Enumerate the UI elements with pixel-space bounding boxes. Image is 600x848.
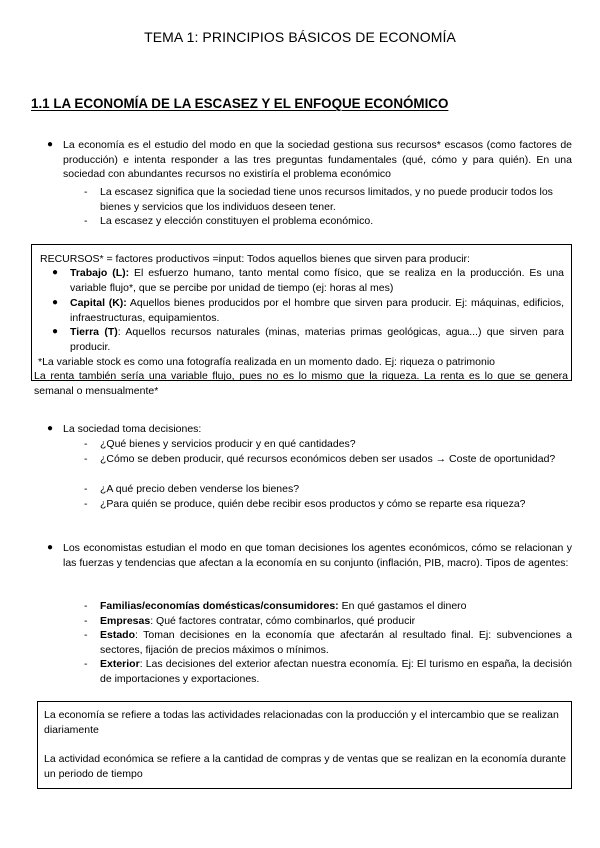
bullet-icon: ● [52, 267, 59, 278]
agente-term: Familias/economías domésticas/consumidores: [100, 600, 339, 612]
bullet-icon: ● [47, 542, 54, 553]
agente-exterior [100, 657, 572, 686]
recurso-tierra [70, 325, 564, 354]
agente-empresas [100, 614, 572, 629]
agente-text: : Las decisiones del exterior afectan nuestra economía. Ej: El turismo en españa, la decisión de importaciones y exportaciones. [100, 658, 572, 685]
dash-icon: - [84, 215, 88, 227]
intro-subitem: La escasez y elección constituyen el problema económico. [100, 215, 374, 227]
decision-item: ¿Cómo se deben producir, qué recursos económicos deben ser usados → Coste de oportunidad? [100, 453, 556, 465]
bullet-icon: ● [47, 423, 54, 434]
economistas-paragraph: Los economistas estudian el modo en que toman decisiones los agentes económicos, cómo se relacionan y las fuerzas y tendencias que afectan a la economía en su conjunto (inflación, PIB, macro). Tipos de agentes: [63, 542, 572, 569]
recurso-text: Aquellos bienes producidos por el hombre que sirven para producir. Ej: máquinas, edificios, infraestructuras, equipamientos. [70, 297, 564, 324]
intro-paragraph: La economía es el estudio del modo en que la sociedad gestiona sus recursos* escasos (como factores de producción) e intenta responder a las tres preguntas fundamentales (qué, cómo y para quién). En una sociedad con abundantes recursos no existiría el problema económico [63, 139, 572, 180]
decision-item: ¿Para quién se produce, quién debe recibir esos productos y cómo se reparte esa riqueza? [100, 498, 526, 510]
recursos-header: RECURSOS* = factores productivos =input: Todos aquellos bienes que sirven para producir: [40, 253, 470, 265]
dash-icon: - [84, 658, 88, 670]
dash-icon: - [84, 600, 88, 612]
bullet-icon: ● [47, 139, 54, 150]
recurso-capital [70, 296, 564, 325]
recurso-term: Capital (K): [70, 297, 127, 309]
decisiones-intro: La sociedad toma decisiones: [63, 423, 202, 435]
recurso-text: El esfuerzo humano, tanto mental como físico, que se realiza en la producción. Es una variable flujo*, que se percibe por unidad de tiempo (ej: horas al mes) [70, 267, 564, 294]
agente-term: Estado [100, 629, 136, 641]
dash-icon: - [84, 615, 88, 627]
bullet-icon: ● [52, 297, 59, 308]
section-heading: 1.1 LA ECONOMÍA DE LA ESCASEZ Y EL ENFOQUE ECONÓMICO [31, 96, 449, 111]
dash-icon: - [84, 186, 88, 198]
recursos-note-stock: *La variable stock es como una fotografía realizada en un momento dado. Ej: riqueza o patrimonio [38, 356, 496, 368]
agente-familias [100, 599, 572, 614]
recursos-note-renta: La renta también sería una variable flujo, pues no es lo mismo que la riqueza. La renta es lo que se genera semanal o mensualmente* [34, 370, 568, 397]
dash-icon: - [84, 483, 88, 495]
definition-economia: La economía se refiere a todas las actividades relacionadas con la producción y el intercambio que se realizan diariamente [44, 709, 559, 736]
agente-estado [100, 628, 572, 657]
page-title: TEMA 1: PRINCIPIOS BÁSICOS DE ECONOMÍA [144, 29, 456, 45]
decision-item: ¿A qué precio deben venderse los bienes? [100, 483, 300, 495]
intro-subitem: La escasez significa que la sociedad tiene unos recursos limitados, y no puede producir todos los bienes y servicios que los individuos deseen tener. [100, 186, 553, 213]
agente-term: Exterior [100, 658, 140, 670]
definition-actividad: La actividad económica se refiere a la cantidad de compras y de ventas que se realizan en la economía durante un periodo de tiempo [44, 753, 566, 780]
agente-text: En qué gastamos el dinero [338, 600, 467, 612]
recurso-trabajo [70, 266, 564, 295]
dash-icon: - [84, 453, 88, 465]
decision-item: ¿Qué bienes y servicios producir y en qué cantidades? [100, 438, 356, 450]
agente-text: : Qué factores contratar, cómo combinarlos, qué producir [150, 615, 416, 627]
agente-text: : Toman decisiones en la economía que afectarán al resultado final. Ej: subvenciones a sectores, fijación de precios máximos o mínimos. [100, 629, 572, 656]
bullet-icon: ● [52, 326, 59, 337]
recurso-term: Trabajo (L): [70, 267, 130, 279]
agente-term: Empresas [100, 615, 151, 627]
recurso-text: : Aquellos recursos naturales (minas, materias primas geológicas, agua...) que sirven para producir. [70, 326, 564, 353]
dash-icon: - [84, 438, 88, 450]
dash-icon: - [84, 629, 88, 641]
dash-icon: - [84, 498, 88, 510]
recurso-term: Tierra (T) [70, 326, 118, 338]
